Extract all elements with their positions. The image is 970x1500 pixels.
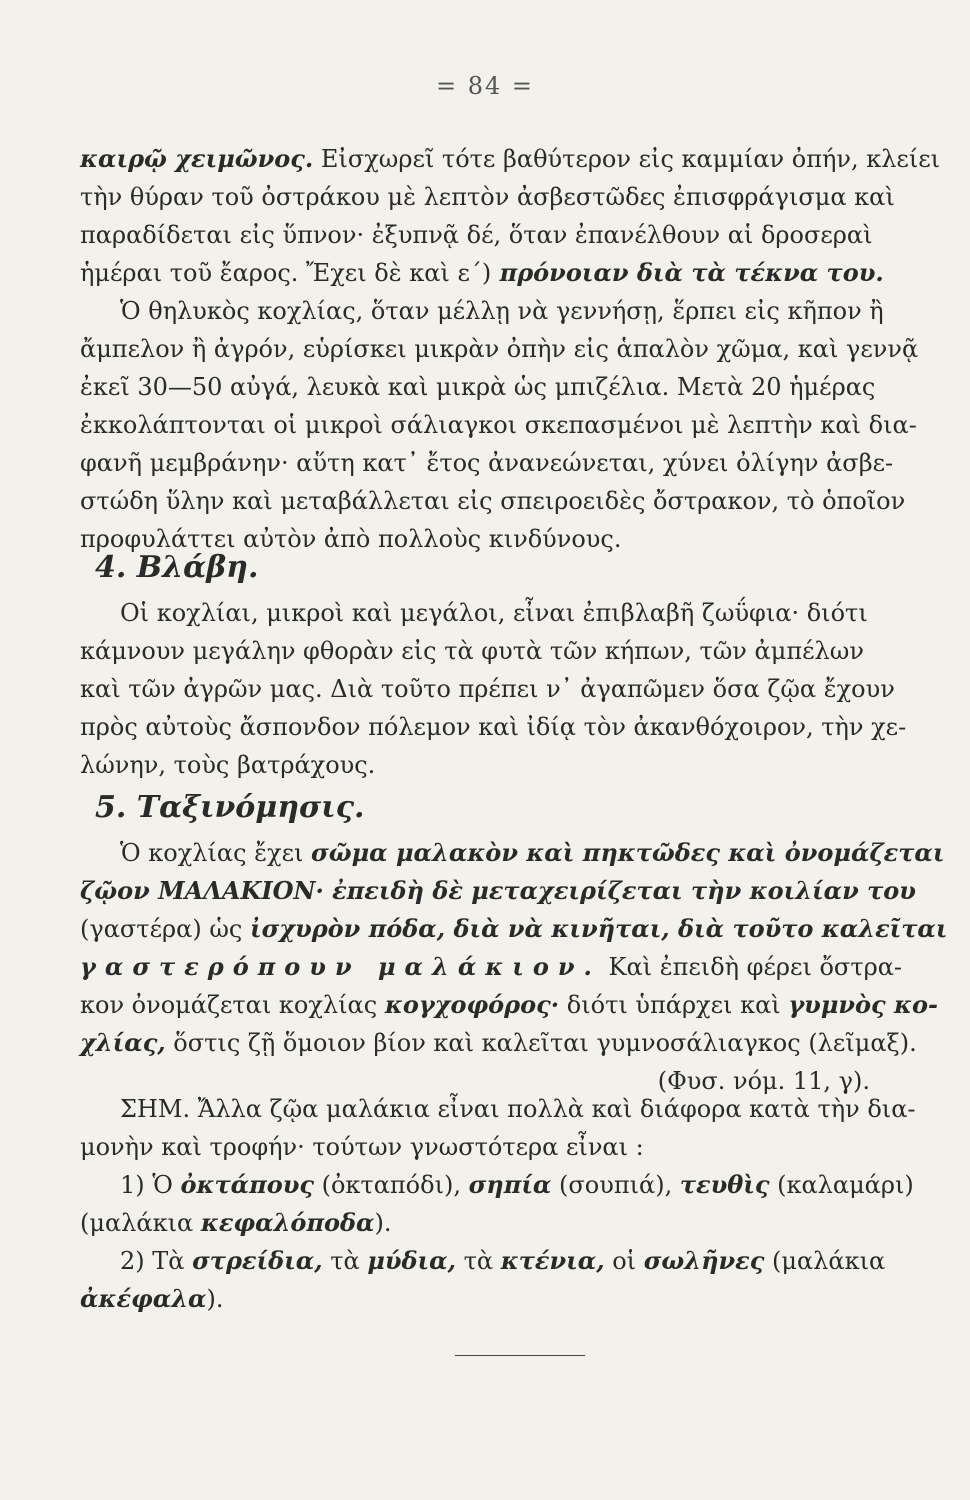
text: Καὶ ἐπειδὴ φέρει ὄστρα-	[600, 953, 903, 981]
text: (γαστέρα) ὡς	[80, 915, 250, 943]
text: κον ὀνομάζεται κοχλίας	[80, 991, 385, 1019]
text: τὰ	[322, 1247, 368, 1275]
section-heading-classification: 5. Ταξινόμησις.	[95, 790, 365, 825]
text: ἡμέραι τοῦ ἔαρος. Ἔχει δὲ καὶ ε΄)	[80, 259, 492, 287]
text: τὰ	[455, 1247, 501, 1275]
text: οἱ	[604, 1247, 644, 1275]
paragraph-reproduction	[80, 292, 919, 558]
text-line: ἄμπελον ἢ ἀγρόν, εὑρίσκει μικρὰν ὀπὴν εἰς ἁπαλὸν χῶμα, καὶ γεννᾷ	[80, 335, 919, 363]
text-line: λώνην, τοὺς βατράχους.	[80, 751, 376, 779]
emphasis: γαστερόπουν μαλάκιον.	[80, 952, 601, 981]
text: 2) Τὰ	[120, 1247, 193, 1275]
text: διότι ὑπάρχει καὶ	[559, 991, 789, 1019]
text-line: Ὁ θηλυκὸς κοχλίας, ὅταν μέλλῃ νὰ γεννήσῃ, ἕρπει εἰς κῆπον ἢ	[120, 297, 884, 325]
emphasis: σηπία	[468, 1170, 552, 1199]
text-line: μονὴν καὶ τροφήν· τούτων γνωστότερα εἶναι :	[80, 1133, 644, 1161]
text-line: φανῆ μεμβράνην· αὕτη κατ᾽ ἔτος ἀνανεώνεται, χύνει ὀλίγην ἀσβε-	[80, 449, 894, 477]
page-number: = 84 =	[435, 72, 534, 100]
text: (ὀκταπόδι),	[313, 1171, 469, 1199]
text-line: παραδίδεται εἰς ὕπνον· ἐξυπνᾷ δέ, ὅταν ἐπανέλθουν αἱ δροσεραὶ	[80, 221, 873, 249]
text: 1) Ὁ	[120, 1171, 181, 1199]
text-line	[80, 140, 941, 178]
text-line	[80, 948, 910, 986]
text-line: κάμνουν μεγάλην φθορὰν εἰς τὰ φυτὰ τῶν κήπων, τῶν ἀμπέλων	[80, 637, 864, 665]
emphasis: τευθὶς	[679, 1170, 770, 1199]
section-heading-damage: 4. Βλάβη.	[95, 550, 259, 585]
end-rule	[455, 1355, 585, 1356]
emphasis: κογχοφόρος·	[384, 990, 560, 1019]
emphasis: ὀκτάπους	[180, 1170, 314, 1199]
emphasis: ἀκέφαλα	[80, 1284, 207, 1313]
emphasis: κεφαλόποδα	[200, 1208, 375, 1237]
text: (σουπιά),	[551, 1171, 680, 1199]
text-line: ἐκκολάπτονται οἱ μικροὶ σάλιαγκοι σκεπασμένοι μὲ λεπτὴν καὶ δια-	[80, 411, 917, 439]
text-line	[80, 986, 938, 1024]
text-line	[80, 1242, 910, 1280]
text: (καλαμάρι)	[769, 1171, 914, 1199]
text: ).	[206, 1285, 224, 1313]
paragraph-damage	[80, 594, 910, 784]
text-line	[80, 910, 948, 948]
emphasis: ἰσχυρὸν πόδα, διὰ νὰ κινῆται, διὰ τοῦτο καλεῖται	[249, 914, 948, 943]
text: (μαλάκια	[764, 1247, 886, 1275]
text: (μαλάκια	[80, 1209, 201, 1237]
emphasis: σωλῆνες	[643, 1246, 765, 1275]
text-line: ΣΗΜ. Ἄλλα ζῷα μαλάκια εἶναι πολλὰ καὶ διάφορα κατὰ τὴν δια-	[120, 1095, 916, 1123]
text: Ὁ κοχλίας ἔχει	[120, 839, 312, 867]
emphasis: στρείδια,	[192, 1246, 323, 1275]
text: ).	[374, 1209, 392, 1237]
text-line: Οἱ κοχλίαι, μικροὶ καὶ μεγάλοι, εἶναι ἐπιβλαβῆ ζωΰφια· διότι	[120, 599, 868, 627]
text-line	[80, 254, 910, 292]
text-line: προφυλάττει αὐτὸν ἀπὸ πολλοὺς κινδύνους.	[80, 525, 622, 553]
text-line: πρὸς αὐτοὺς ἄσπονδον πόλεμον καὶ ἰδίᾳ τὸν ἀκανθόχοιρον, τὴν χε-	[80, 713, 907, 741]
paragraph-winter	[80, 140, 941, 292]
text-line: καὶ τῶν ἀγρῶν μας. Διὰ τοῦτο πρέπει ν᾽ ἀγαπῶμεν ὅσα ζῷα ἔχουν	[80, 675, 895, 703]
emphasis: γυμνὸς κο-	[788, 990, 938, 1019]
emphasis: πρόνοιαν διὰ τὰ τέκνα του.	[491, 258, 884, 287]
emphasis: σῶμα μαλακὸν καὶ πηκτῶδες καὶ ὀνομάζεται	[311, 838, 945, 867]
text-line: στώδη ὕλην καὶ μεταβάλλεται εἰς σπειροειδὲς ὄστρακον, τὸ ὁποῖον	[80, 487, 906, 515]
text-line: ζῷον ΜΑΛΑΚΙΟΝ· ἐπειδὴ δὲ μεταχειρίζεται τὴν κοιλίαν του	[80, 876, 916, 905]
paragraph-classification	[80, 834, 948, 1100]
text-line: ἐκεῖ 30—50 αὐγά, λευκὰ καὶ μικρὰ ὡς μπιζέλια. Μετὰ 20 ἡμέρας	[80, 373, 876, 401]
emphasis: καιρῷ χειμῶνος.	[80, 144, 314, 173]
text-line	[80, 1024, 917, 1062]
text-line	[80, 1280, 910, 1318]
text-line: τὴν θύραν τοῦ ὀστράκου μὲ λεπτὸν ἀσβεστῶδες ἐπισφράγισμα καὶ	[80, 183, 895, 211]
emphasis: κτένια,	[500, 1246, 605, 1275]
text-line	[80, 834, 945, 872]
text: Εἰσχωρεῖ τότε βαθύτερον εἰς καμμίαν ὀπήν, κλείει	[313, 145, 941, 173]
emphasis: μύδια,	[367, 1246, 456, 1275]
emphasis: χλίας,	[80, 1028, 166, 1057]
text-line	[80, 1204, 910, 1242]
citation: (Φυσ. νόμ. 11, γ).	[657, 1067, 870, 1095]
text-line	[80, 1166, 914, 1204]
text: ὅστις ζῇ ὅμοιον βίον καὶ καλεῖται γυμνοσάλιαγκος (λεῖμαξ).	[165, 1029, 917, 1057]
note-block	[80, 1090, 916, 1318]
